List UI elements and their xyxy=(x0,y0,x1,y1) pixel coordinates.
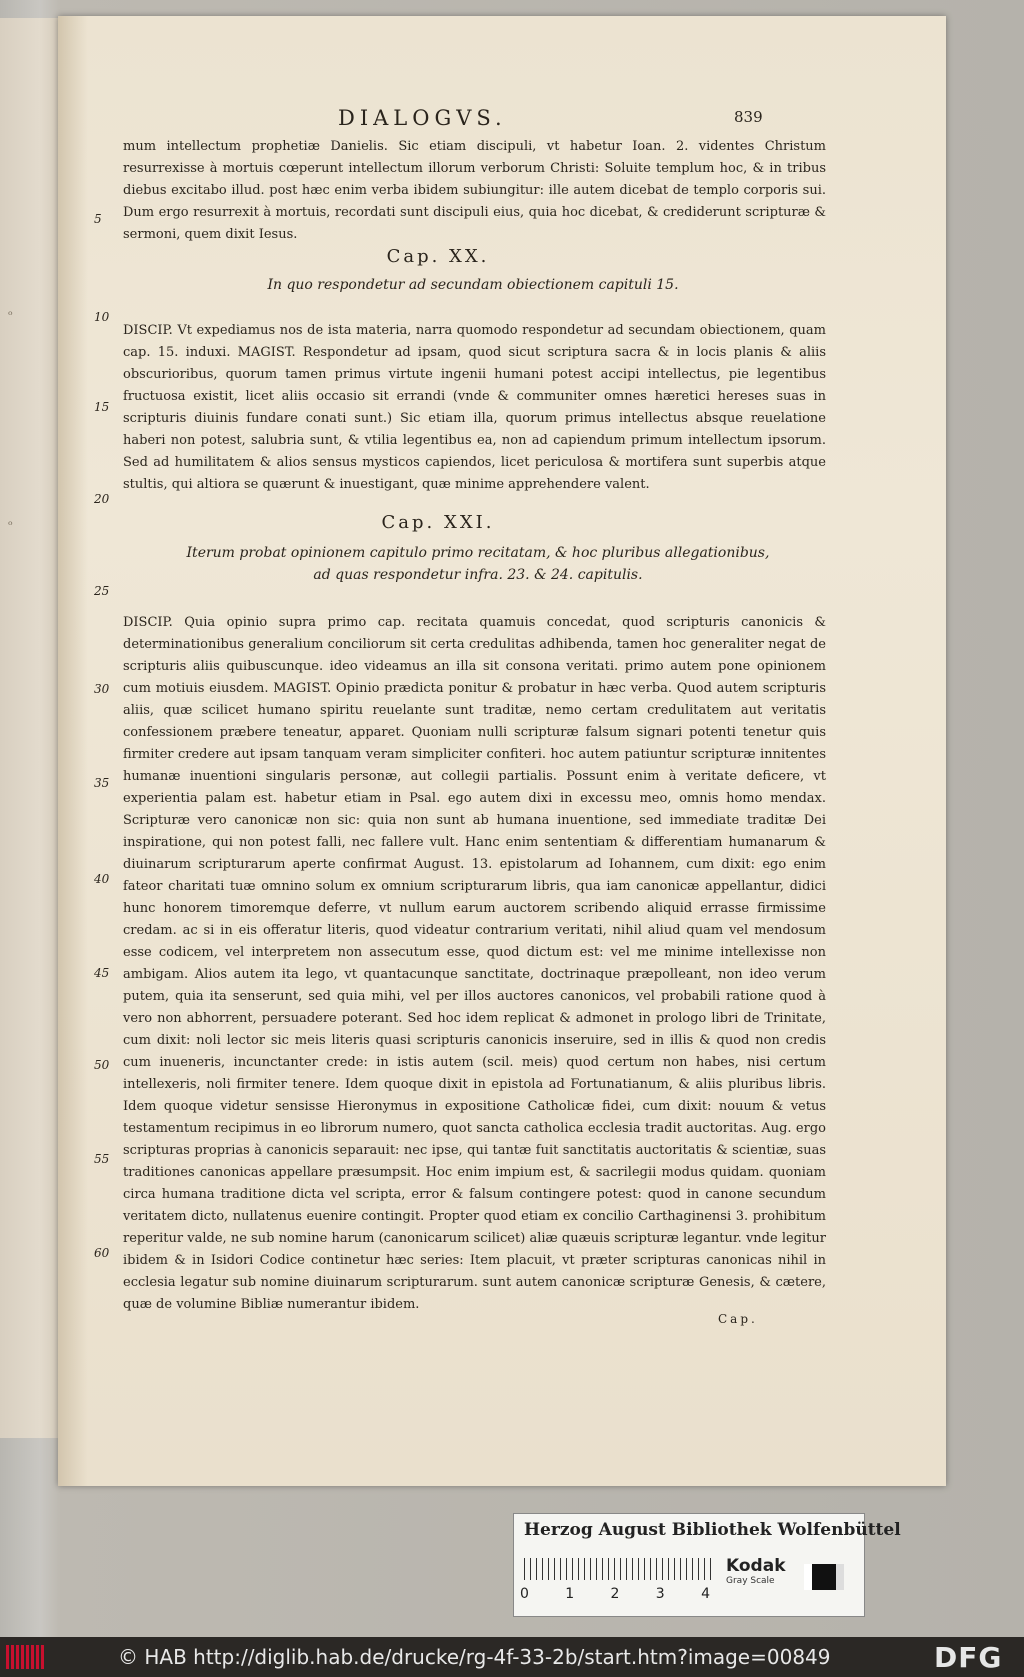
line-number: 30 xyxy=(94,682,110,696)
kodak-logo xyxy=(726,1556,786,1586)
viewer-footer xyxy=(0,1637,1024,1677)
chapter-rubric-20: In quo respondetur ad secundam obiectionem capituli 15. xyxy=(267,277,679,293)
ruler-mark: 2 xyxy=(610,1586,620,1602)
paragraph-chapter-20: DISCIP. Vt expediamus nos de ista materia, narra quomodo respondetur ad secundam obiectionem, quam cap. 15. induxi. MAGIST. Respondetur ad ipsam, quod sicut scriptura sacra & in locis planis & aliis obscurioribus, quorum tamen primus virtute ingenii humani potest accipi intellectus, pie legentibus fructuosa existit, licet aliis occasio sit errandi (vnde & communiter omnes hæretici hereses suas in scripturis diuinis fundare conati sunt.) Sic etiam illa, quorum primus intellectus absque reuelatione haberi non potest, salubria sunt, & vtilia legentibus ea, non ad capiendum primum intellectum ipsorum. Sed ad humilitatem & alios sensus mysticos capiendos, licet periculosa & mortifera sunt superbis atque stultis, qui altiora se quærunt & inuestigant, quæ minime apprehendere valent. xyxy=(123,323,826,492)
chapter-heading-20: Cap. XX. xyxy=(386,246,490,267)
previous-page-edge xyxy=(0,18,66,1438)
line-number: 25 xyxy=(94,584,110,598)
scale-ruler xyxy=(524,1558,714,1580)
library-name: Herzog August Bibliothek Wolfenbüttel xyxy=(524,1520,901,1540)
catchword: Cap. xyxy=(718,1312,758,1326)
chapter-rubric-21: Iterum probat opinionem capitulo primo recitatam, & hoc pluribus allegationibus, ad quas respondetur infra. 23. & 24. capitulis. xyxy=(186,545,770,583)
line-number: 50 xyxy=(94,1058,110,1072)
ruler-mark: 4 xyxy=(701,1586,710,1602)
show-through-mark: ᵒ xyxy=(8,308,13,322)
page-number: 839 xyxy=(734,108,763,126)
show-through-mark: ᵒ xyxy=(8,518,13,532)
running-title: DIALOGVS. xyxy=(338,106,507,130)
ruler-mark: 1 xyxy=(565,1586,575,1602)
ruler-mark: 3 xyxy=(655,1586,665,1602)
paragraph-chapter-21: DISCIP. Quia opinio supra primo cap. recitata quamuis concedat, quod scripturis canonicis & determinationibus generalium conciliorum sit certa credulitas adhibenda, tamen hoc generaliter negat de scripturis aliis quibuscunque. ideo videamus an illa sit consona veritati. primo autem pone opinionem cum motiuis eiusdem. MAGIST. Opinio prædicta ponitur & probatur in hæc verba. Quod autem scripturis aliis, quæ scilicet humano spiritu reuelante sunt traditæ, nemo certam credulitatem aut veritatis confessionem præbere teneatur, apparet. Quoniam nulli scripturæ falsum signari potenti tenetur quis firmiter credere aut ipsam tanquam veram simpliciter confiteri. hoc autem patiuntur scripturæ innitentes humanæ inuentioni singularis personæ, aut collegii partialis. Possunt enim à veritate deficere, vt experientia palam est. habetur etiam in Psal. ego autem dixi in excessu meo, omnis homo mendax. Scripturæ vero canonicæ non sic: quia non sunt ab humana inuentione, sed immediate traditæ Dei inspiratione, qui non potest falli, nec fallere vult. Hanc enim sententiam & differentiam humanarum & diuinarum scripturarum aperte confirmat August. 13. epistolarum ad Iohannem, cum dixit: ego enim fateor charitati tuæ omnino solum ex omnium scripturarum libris, qua iam canonicæ appellantur, didici hunc honorem timoremque deferre, vt nullum earum auctorem scribendo aliquid errasse firmissime credam. ac si in eis offeratur literis, quod videatur contrarium veritati, nihil aliud quam vel mendosum esse codicem, vel interpretem non assecutum esse, quod dictum est: vel me minime intellexisse non ambigam. Alios autem ita lego, vt quantacunque sanctitate, doctrinaque præpolleant, non ideo verum putem, quia ita senserunt, sed quia mihi, vel per illos auctores canonicos, vel probabili ratione quod à vero non abhorrent, persuadere poterant. Sed hoc idem replicat & admonet in prologo libri de Trinitate, cum dixit: noli lector sic meis literis quasi scripturis canonicis inseruire, sed in illis & quod non credis cum inueneris, incunctanter crede: in istis autem (scil. meis) quod certum non habes, nisi certum intellexeris, noli firmiter tenere. Idem quoque dixit in epistola ad Fortunatianum, & aliis pluribus libris. Idem quoque videtur sensisse Hieronymus in expositione Catholicæ fidei, cum dixit: nouum & vetus testamentum recipimus in eo librorum numero, quot sancta catholica ecclesia tradit auctoritas. Aug. ergo scripturas proprias à canonicis separauit: nec ipse, qui tantæ fuit sanctitatis auctoritatis & scientiæ, suas traditiones canonicas appellare præsumpsit. Hoc enim impium est, & sacrilegii modus quidam. quoniam circa humana traditione dicta vel scripta, error & falsum contingere potest: quod in canone secundum veritatem dicto, nullatenus euenire contingit. Propter quod etiam ex concilio Carthaginensi 3. prohibitum reperitur valde, ne sub nomine harum (canonicarum scilicet) aliæ quæuis scripturæ legantur. vnde legitur ibidem & in Isidori Codice continetur hæc series: Item placuit, vt præter scripturas canonicas nihil in ecclesia legatur sub nomine diuinarum scripturarum. sunt autem canonicæ scripturæ Genesis, & cætere, quæ de volumine Bibliæ numerantur ibidem. xyxy=(123,615,826,1312)
line-number: 60 xyxy=(94,1246,110,1260)
line-number: 35 xyxy=(94,776,110,790)
ruler-mark: 0 xyxy=(520,1586,529,1602)
copyright-link[interactable]: © HAB http://diglib.hab.de/drucke/rg-4f-33-2b/start.htm?image=00849 xyxy=(118,1645,831,1669)
book-page xyxy=(58,16,946,1486)
dfg-logo: DFG xyxy=(934,1641,1003,1674)
line-number: 55 xyxy=(94,1152,110,1166)
line-number: 45 xyxy=(94,966,110,980)
library-color-target xyxy=(513,1513,901,1617)
ruler-numbers xyxy=(520,1586,710,1602)
line-number: 20 xyxy=(94,492,110,506)
chapter-heading-21: Cap. XXI. xyxy=(381,512,495,533)
hab-logo-icon xyxy=(6,1645,46,1669)
gray-scale-swatch xyxy=(804,1564,844,1590)
line-number: 40 xyxy=(94,872,110,886)
page-gutter-shadow xyxy=(58,16,88,1486)
line-number: 5 xyxy=(94,212,102,226)
kodak-subtitle: Gray Scale xyxy=(726,1576,775,1586)
paragraph-continuation: mum intellectum prophetiæ Danielis. Sic etiam discipuli, vt habetur Ioan. 2. videntes Christum resurrexisse à mortuis cœperunt intellectum illorum verborum Christi: Soluite templum hoc, & in tribus diebus excitabo illud. post hæc enim verba ibidem subiungitur: ille autem dicebat de templo corporis sui. Dum ergo resurrexit à mortuis, recordati sunt discipuli eius, quia hoc dicebat, & crediderunt scripturæ & sermoni, quem dixit Iesus. xyxy=(123,139,826,242)
line-number: 10 xyxy=(94,310,110,324)
kodak-brand: Kodak xyxy=(726,1556,786,1576)
line-number: 15 xyxy=(94,400,110,414)
